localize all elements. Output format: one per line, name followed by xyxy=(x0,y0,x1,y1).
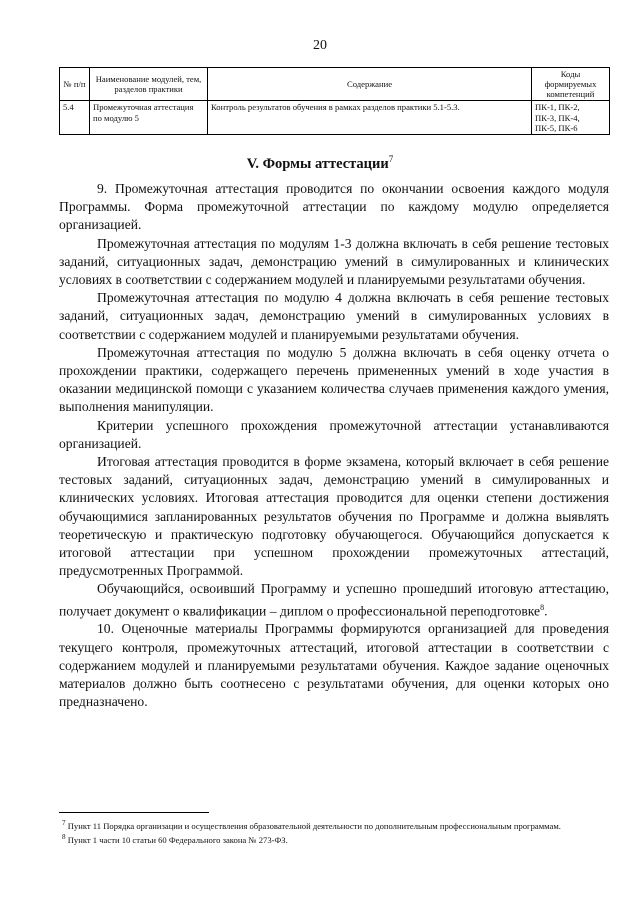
paragraph-modules-1-3: Промежуточная аттестация по модулям 1-3 должна включать в себя решение тестовых заданий, ситуационных задач, демонстрацию умений в симулированных и клинических условиях в соответствии с содержанием модулей и планируемыми результатами обучения. xyxy=(59,235,609,288)
paragraph-module-5: Промежуточная аттестация по модулю 5 должна включать в себя оценку отчета о прохождении практики, содержащего перечень примененных умений в ходе участия в оказании медицинской помощи с указанием количества случаев применения каждого умения, выполнения манипуляции. xyxy=(59,344,609,415)
footnote-mark-7: 7 xyxy=(62,819,66,827)
body-text xyxy=(59,180,609,711)
footnote-8-text: Пункт 1 части 10 статьи 60 Федерального закона № 273-ФЗ. xyxy=(65,835,288,846)
row-number: 5.4 xyxy=(60,101,90,134)
footnote-7-text: Пункт 11 Порядка организации и осуществления образовательной деятельности по дополнительным профессиональным программам. xyxy=(65,820,561,831)
section-title xyxy=(0,154,640,173)
paragraph-final-attestation: Итоговая аттестация проводится в форме экзамена, который включает в себя решение тестовых заданий, ситуационных задач, демонстрацию умений в симулированных и клинических условиях. Итоговая аттестация проводится для оценки степени достижения обучающимися запланированных результатов обучения по Программе и должна выявлять теоретическую и практическую подготовку обучающегося. Обучающийся допускается к итоговой аттестации при успешном прохождении промежуточных аттестаций, предусмотренных Программой. xyxy=(59,454,609,579)
footnote-8 xyxy=(59,832,609,846)
table-row xyxy=(60,101,610,134)
certificate-text: Обучающийся, освоивший Программу и успешно прошедший итоговую аттестацию, получает документ о квалификации – диплом о профессиональной переподготовке xyxy=(59,581,609,619)
table-header-row xyxy=(60,68,610,101)
section-title-text: V. Формы аттестации xyxy=(246,155,389,172)
curriculum-table xyxy=(59,67,610,135)
header-number: № п/п xyxy=(60,68,90,101)
header-competency-codes: Коды формируемых компетенций xyxy=(532,68,610,101)
paragraph-module-4: Промежуточная аттестация по модулю 4 должна включать в себя решение тестовых заданий, ситуационных задач, демонстрацию умений в симулированных условиях в соответствии с содержанием модулей и планируемыми результатами обучения. xyxy=(59,290,609,342)
footnote-7 xyxy=(59,818,609,832)
paragraph-criteria: Критерии успешного прохождения промежуточной аттестации устанавливаются организацией. xyxy=(59,417,609,451)
footnote-divider xyxy=(59,812,209,813)
footnotes xyxy=(59,812,609,847)
page-number: 20 xyxy=(313,38,327,53)
row-module-name: Промежуточная аттестация по модулю 5 xyxy=(90,101,208,134)
paragraph-certificate xyxy=(59,580,609,620)
paragraph-9: 9. Промежуточная аттестация проводится по окончании освоения каждого модуля Программы. Форма промежуточной аттестации по каждому модулю определяется организацией. xyxy=(59,181,609,233)
header-content: Содержание xyxy=(208,68,532,101)
footnote-ref-7: 7 xyxy=(388,154,394,164)
footnote-ref-8: 8 xyxy=(540,602,545,612)
certificate-end: . xyxy=(544,603,548,619)
footnote-mark-8: 8 xyxy=(62,833,66,842)
header-module-name: Наименование модулей, тем, разделов практики xyxy=(90,68,208,101)
row-content: Контроль результатов обучения в рамках разделов практики 5.1-5.3. xyxy=(208,101,532,134)
paragraph-10: 10. Оценочные материалы Программы формируются организацией для проведения текущего контроля, промежуточных аттестаций, итоговой аттестации в соответствии с содержанием модулей и планируемыми результатами обучения. Каждое задание оценочных материалов должно быть соотнесено с результатами обучения, для оценки которых оно предназначено. xyxy=(59,621,609,710)
row-competency-codes: ПК-1, ПК-2, ПК-3, ПК-4, ПК-5, ПК-6 xyxy=(532,101,610,134)
